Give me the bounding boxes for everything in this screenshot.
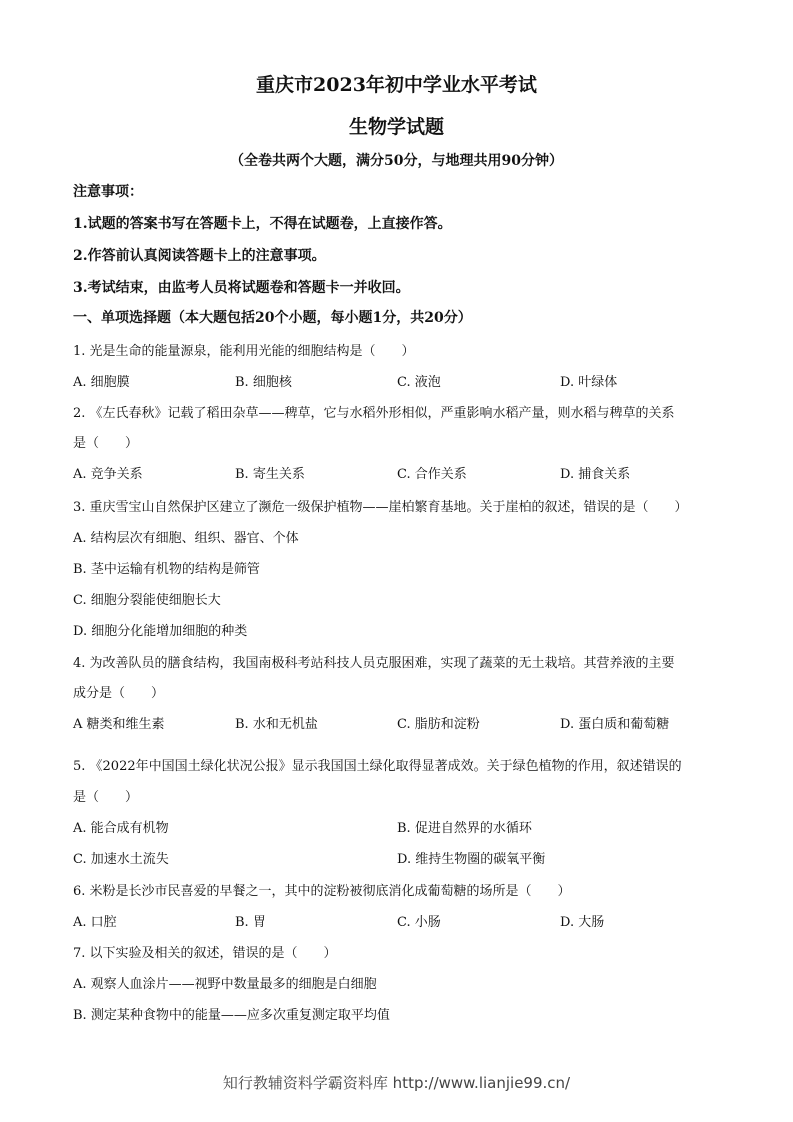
question-option: D. 细胞分化能增加细胞的种类	[73, 624, 248, 639]
question-stem: 成分是（ ）	[73, 686, 165, 701]
question-option: D. 捕食关系	[560, 467, 631, 482]
exam-subject: 生物学试题	[348, 116, 444, 138]
question-option: C. 细胞分裂能使细胞长大	[73, 593, 221, 608]
question-option: C. 液泡	[397, 375, 441, 390]
question-option: B. 测定某种食物中的能量——应多次重复测定取平均值	[73, 1008, 390, 1023]
exam-note: （全卷共两个大题，满分50分，与地理共用90分钟）	[230, 153, 563, 169]
question-option: D. 叶绿体	[560, 375, 618, 390]
notice-item: 2.作答前认真阅读答题卡上的注意事项。	[73, 248, 326, 264]
footer-watermark: 知行教辅资料学霸资料库 http://www.lianjie99.cn/	[222, 1074, 571, 1092]
question-stem: 5. 《2022年中国国土绿化状况公报》显示我国国土绿化取得显著成效。关于绿色植物的作用，叙述错误的	[73, 759, 682, 774]
exam-title: 重庆市2023年初中学业水平考试	[256, 74, 537, 96]
question-option: D. 蛋白质和葡萄糖	[560, 717, 670, 732]
question-option: A. 能合成有机物	[73, 821, 169, 836]
question-option: B. 胃	[235, 915, 266, 930]
question-option: B. 寄生关系	[235, 467, 305, 482]
notice-item: 1.试题的答案书写在答题卡上，不得在试题卷，上直接作答。	[73, 216, 452, 232]
question-option: C. 小肠	[397, 915, 441, 930]
section-heading: 一、单项选择题（本大题包括20个小题，每小题1分，共20分）	[73, 310, 472, 326]
question-option: A. 观察人血涂片——视野中数量最多的细胞是白细胞	[73, 977, 377, 992]
question-option: B. 茎中运输有机物的结构是筛管	[73, 562, 260, 577]
question-option: D. 大肠	[560, 915, 605, 930]
question-option: B. 细胞核	[235, 375, 292, 390]
question-stem: 2. 《左氏春秋》记载了稻田杂草——稗草，它与水稻外形相似，严重影响水稻产量，则水稻与稗草的关系	[73, 406, 675, 421]
question-option: A. 口腔	[73, 915, 117, 930]
question-option: A 糖类和维生素	[73, 717, 165, 732]
notice-item: 3.考试结束，由监考人员将试题卷和答题卡一并收回。	[73, 280, 410, 296]
question-option: A. 结构层次有细胞、组织、器官、个体	[73, 531, 299, 546]
question-option: C. 加速水土流失	[73, 852, 169, 867]
question-stem: 1. 光是生命的能量源泉，能利用光能的细胞结构是（ ）	[73, 344, 415, 359]
question-stem: 7. 以下实验及相关的叙述，错误的是（ ）	[73, 946, 337, 961]
question-option: C. 合作关系	[397, 467, 467, 482]
question-stem: 6. 米粉是长沙市民喜爱的早餐之一，其中的淀粉被彻底消化成葡萄糖的场所是（ ）	[73, 884, 571, 899]
question-option: B. 水和无机盐	[235, 717, 318, 732]
notice-heading: 注意事项：	[73, 184, 143, 200]
question-stem: 3. 重庆雪宝山自然保护区建立了濒危一级保护植物——崖柏繁育基地。关于崖柏的叙述，错误的是（ ）	[73, 500, 688, 515]
question-option: A. 细胞膜	[73, 375, 130, 390]
question-option: D. 维持生物圈的碳氧平衡	[397, 852, 546, 867]
question-option: A. 竞争关系	[73, 467, 143, 482]
question-stem: 是（ ）	[73, 790, 139, 805]
question-stem: 4. 为改善队员的膳食结构，我国南极科考站科技人员克服困难，实现了蔬菜的无土栽培。其营养液的主要	[73, 656, 675, 671]
question-stem: 是（ ）	[73, 436, 139, 451]
question-option: B. 促进自然界的水循环	[397, 821, 532, 836]
question-option: C. 脂肪和淀粉	[397, 717, 480, 732]
